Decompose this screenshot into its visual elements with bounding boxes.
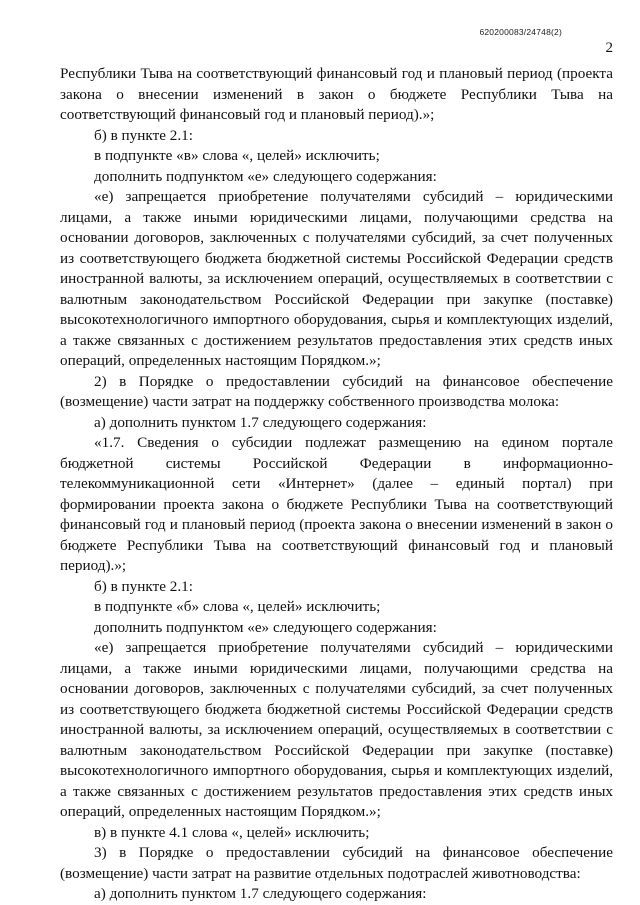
- paragraph: а) дополнить пунктом 1.7 следующего содержания:: [94, 413, 427, 431]
- paragraph: в) в пункте 4.1 слова «, целей» исключить;: [94, 823, 370, 841]
- page-number: 2: [605, 40, 613, 56]
- paragraph: дополнить подпунктом «е» следующего содержания:: [94, 618, 437, 636]
- paragraph: «1.7. Сведения о субсидии подлежат размещению на едином портале бюджетной системы Российской Федерации в информационно-телекоммуникационной сети «Интернет» (далее – единый портал) при формировании проекта закона о бюджете Республики Тыва на соответствующий финансовый год и плановый период (проекта закона о внесении изменений в закон о бюджете Республики Тыва на соответствующий финансовый год и плановый период).»;: [60, 434, 613, 574]
- paragraph: б) в пункте 2.1:: [94, 126, 193, 144]
- document-number: 620200083/24748(2): [479, 27, 562, 37]
- document-body: [60, 64, 613, 905]
- paragraph: 3) в Порядке о предоставлении субсидий на финансовое обеспечение (возмещение) части затрат на развитие отдельных подотраслей животноводства:: [60, 844, 613, 882]
- paragraph: б) в пункте 2.1:: [94, 577, 193, 595]
- paragraph: в подпункте «б» слова «, целей» исключить;: [94, 598, 381, 615]
- paragraph: «е) запрещается приобретение получателями субсидий – юридическими лицами, а также иными юридическими лицами, получающими средства на основании договоров, заключенных с получателями субсидий, за счет полученных из соответствующего бюджета бюджетной системы Российской Федерации средств иностранной валюты, за исключением операций, осуществляемых в соответствии с валютным законодательством Российской Федерации при закупке (поставке) высокотехнологичного импортного оборудования, сырья и комплектующих изделий, а также связанных с достижением результатов предоставления этих средств иных операций, определенных настоящим Порядком.»;: [60, 639, 613, 820]
- paragraph: «е) запрещается приобретение получателями субсидий – юридическими лицами, а также иными юридическими лицами, получающими средства на основании договоров, заключенных с получателями субсидий, за счет полученных из соответствующего бюджета бюджетной системы Российской Федерации средств иностранной валюты, за исключением операций, осуществляемых в соответствии с валютным законодательством Российской Федерации при закупке (поставке) высокотехнологичного импортного оборудования, сырья и комплектующих изделий, а также связанных с достижением результатов предоставления этих средств иных операций, определенных настоящим Порядком.»;: [60, 188, 613, 369]
- paragraph: Республики Тыва на соответствующий финансовый год и плановый период (проекта закона о внесении изменений в закон о бюджете Республики Тыва на соответствующий финансовый год и плановый период).»;: [60, 65, 613, 123]
- paragraph: дополнить подпунктом «е» следующего содержания:: [94, 167, 437, 185]
- paragraph: 2) в Порядке о предоставлении субсидий на финансовое обеспечение (возмещение) части затрат на поддержку собственного производства молока:: [60, 372, 613, 410]
- paragraph: в подпункте «в» слова «, целей» исключить;: [94, 147, 380, 164]
- paragraph: а) дополнить пунктом 1.7 следующего содержания:: [94, 885, 427, 902]
